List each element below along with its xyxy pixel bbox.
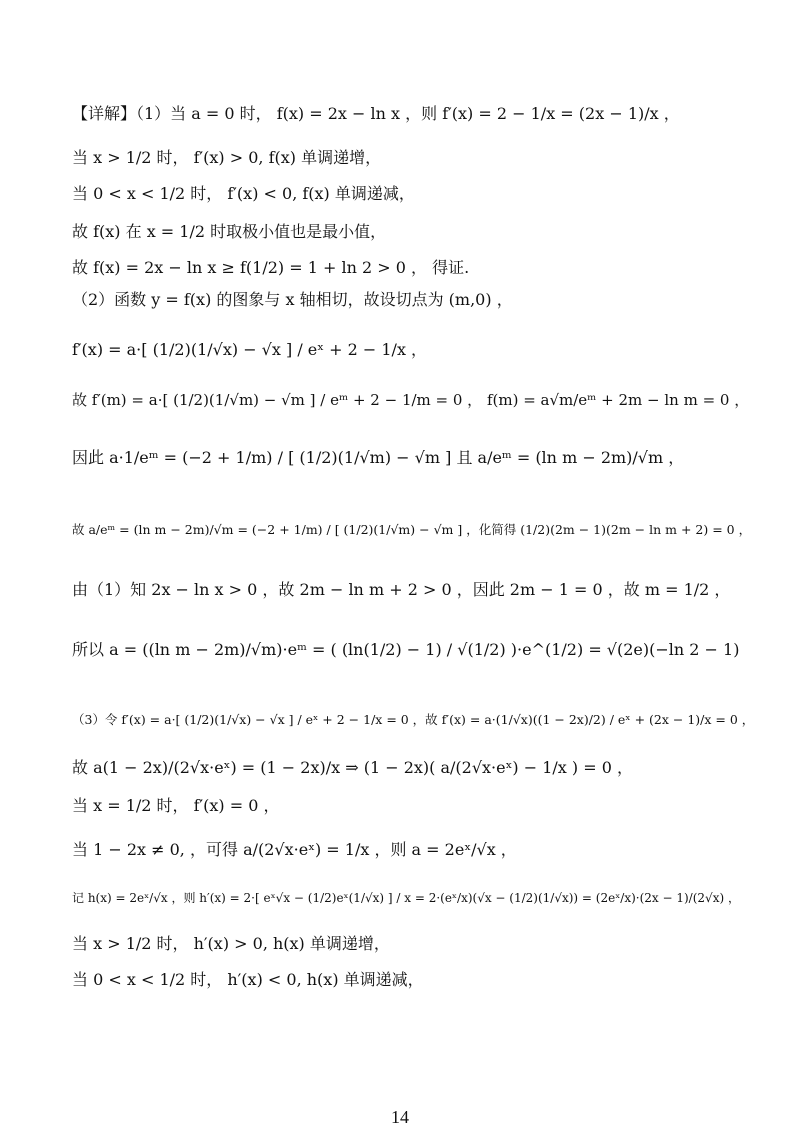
text-line: 当 0 < x < 1/2 时， h′(x) < 0, h(x) 单调递减， [72,970,424,989]
text-line: 当 x > 1/2 时， h′(x) > 0, h(x) 单调递增， [72,934,390,953]
formula-line: 故 a(1 − 2x)/(2√x·eˣ) = (1 − 2x)/x ⇒ (1 − 2x)( a/(2√x·eˣ) − 1/x ) = 0 ， [72,758,633,777]
text-line: 故 f(x) = 2x − ln x ≥ f(1/2) = 1 + ln 2 > 0 ， 得证. [72,258,470,277]
formula-line: 故 a/eᵐ = (ln m − 2m)/√m = (−2 + 1/m) / [ (1/2)(1/√m) − √m ] ，化简得 (1/2)(2m − 1)(2m − ln m + 2) = 0 ， [72,522,752,537]
text-line: 当 x = 1/2 时， f′(x) = 0 ， [72,796,280,815]
formula-line: 记 h(x) = 2eˣ/√x ，则 h′(x) = 2·[ eˣ√x − (1/2)eˣ(1/√x) ] / x = 2·(eˣ/x)(√x − (1/2)(1/√x)) = (2eˣ/x)·(2x − 1)/(2√x) ， [72,891,740,905]
text-line: 当 x > 1/2 时， f′(x) > 0, f(x) 单调递增， [72,148,382,167]
formula-line: 故 f′(m) = a·[ (1/2)(1/√m) − √m ] / eᵐ + 2 − 1/m = 0 ， f(m) = a√m/eᵐ + 2m − ln m = 0 ， [72,391,750,409]
formula-line: f′(x) = a·[ (1/2)(1/√x) − √x ] / eˣ + 2 − 1/x ， [72,340,428,359]
text-line: 故 f(x) 在 x = 1/2 时取极小值也是最小值， [72,222,387,241]
text-line: 当 1 − 2x ≠ 0, ，可得 a/(2√x·eˣ) = 1/x ，则 a = 2eˣ/√x ， [72,840,517,859]
text-line: 【详解】（1）当 a = 0 时， f(x) = 2x − ln x ，则 f′(x) = 2 − 1/x = (2x − 1)/x ， [72,104,680,123]
page-number: 14 [391,1107,409,1127]
text-line: （2）函数 y = f(x) 的图象与 x 轴相切，故设切点为 (m,0) ， [72,290,513,309]
formula-line: （3）令 f′(x) = a·[ (1/2)(1/√x) − √x ] / eˣ + 2 − 1/x = 0 ，故 f′(x) = a·(1/√x)((1 − 2x)/2) / eˣ + (2x − 1)/x = 0 ， [72,712,755,727]
formula-line: 因此 a·1/eᵐ = (−2 + 1/m) / [ (1/2)(1/√m) − √m ] 且 a/eᵐ = (ln m − 2m)/√m ， [72,448,685,467]
text-line: 当 0 < x < 1/2 时， f′(x) < 0, f(x) 单调递减， [72,184,415,203]
text-line: 由（1）知 2x − ln x > 0 ，故 2m − ln m + 2 > 0 ，因此 2m − 1 = 0 ，故 m = 1/2 ， [72,580,731,599]
formula-line: 所以 a = ((ln m − 2m)/√m)·eᵐ = ( (ln(1/2) − 1) / √(1/2) )·e^(1/2) = √(2e)(−ln 2 − 1) [72,640,740,659]
